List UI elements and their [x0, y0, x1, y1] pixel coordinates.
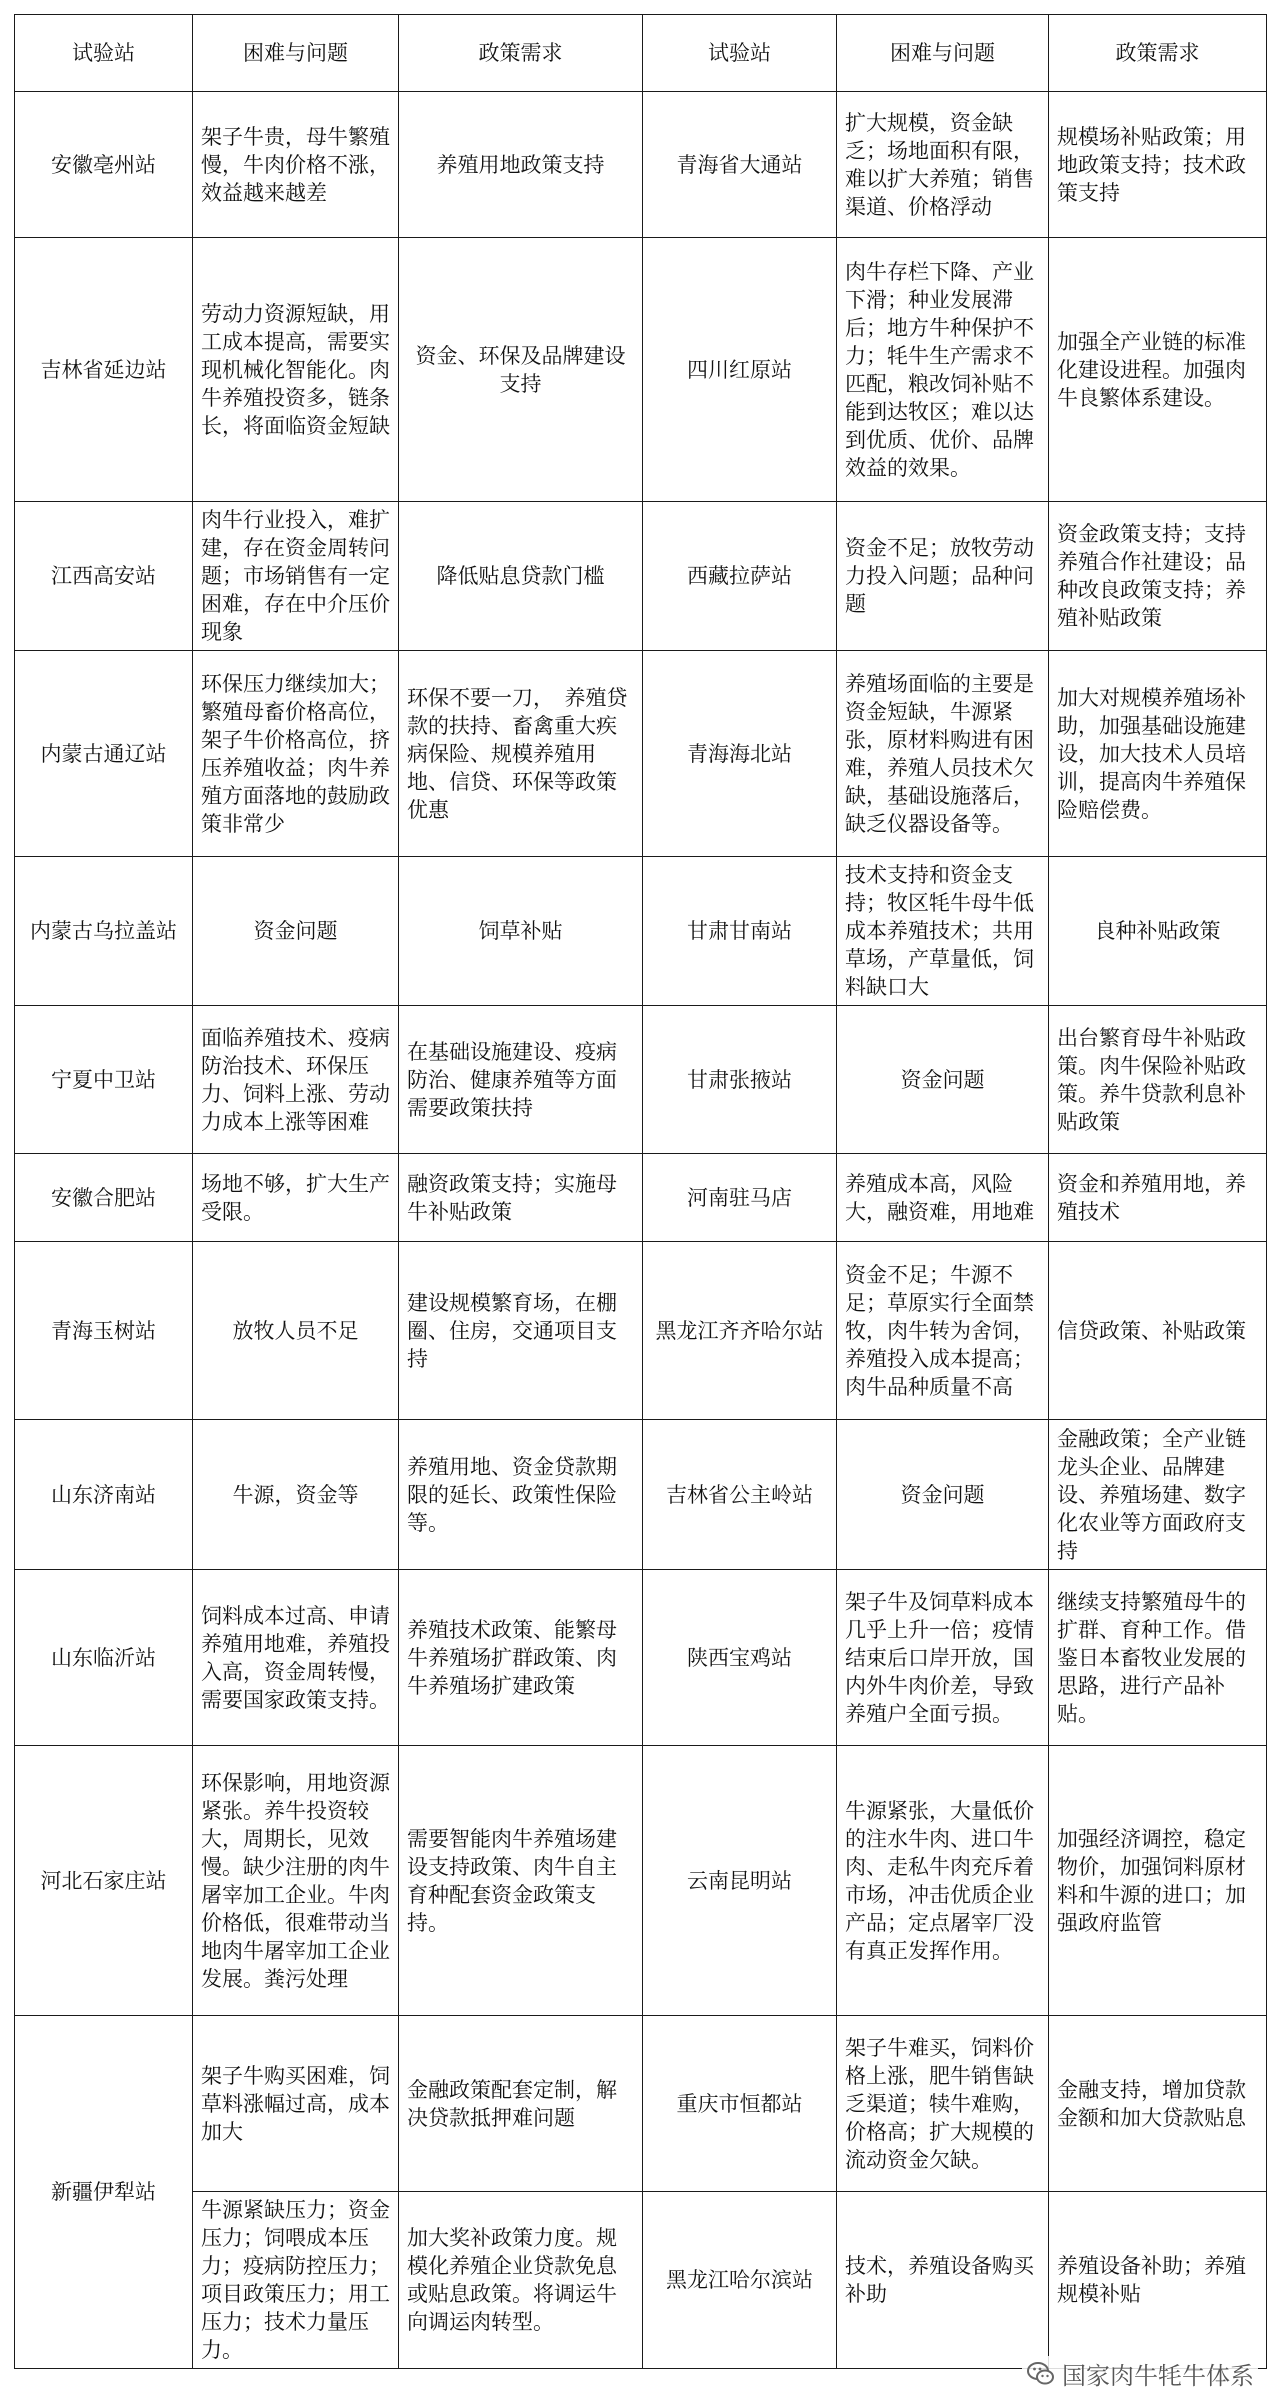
table-row	[15, 1154, 1267, 1242]
policy-cell: 饲草补贴	[399, 857, 643, 1006]
station-cell: 安徽合肥站	[15, 1154, 193, 1242]
table-row	[15, 651, 1267, 857]
station-cell: 黑龙江哈尔滨站	[643, 2192, 837, 2369]
table-row	[15, 1242, 1267, 1420]
problem-cell: 牛源紧缺压力；资金压力；饲喂成本压力；疫病防控压力；项目政策压力；用工压力；技术力量压力。	[193, 2192, 399, 2369]
station-cell: 内蒙古乌拉盖站	[15, 857, 193, 1006]
wechat-icon	[1026, 2359, 1056, 2389]
problem-cell: 养殖成本高，风险大，融资难，用地难	[837, 1154, 1049, 1242]
station-cell: 陕西宝鸡站	[643, 1570, 837, 1746]
problem-cell: 扩大规模，资金缺乏；场地面积有限，难以扩大养殖；销售渠道、价格浮动	[837, 92, 1049, 238]
policy-cell: 资金、环保及品牌建设支持	[399, 238, 643, 502]
table-row	[15, 1006, 1267, 1154]
station-cell: 河北石家庄站	[15, 1746, 193, 2016]
problem-cell: 肉牛存栏下降、产业下滑；种业发展滞后；地方牛种保护不力；牦牛生产需求不匹配，粮改饲补贴不能到达牧区；难以达到优质、优价、品牌效益的效果。	[837, 238, 1049, 502]
policy-cell: 信贷政策、补贴政策	[1049, 1242, 1267, 1420]
policy-cell: 养殖设备补助；养殖规模补贴	[1049, 2192, 1267, 2369]
problem-cell: 养殖场面临的主要是资金短缺，牛源紧张，原材料购进有困难，养殖人员技术欠缺，基础设施落后，缺乏仪器设备等。	[837, 651, 1049, 857]
problem-cell: 技术支持和资金支持；牧区牦牛母牛低成本养殖技术；共用草场，产草量低，饲料缺口大	[837, 857, 1049, 1006]
problem-cell: 架子牛贵，母牛繁殖慢，牛肉价格不涨，效益越来越差	[193, 92, 399, 238]
policy-cell: 加大奖补政策力度。规模化养殖企业贷款免息或贴息政策。将调运牛向调运肉转型。	[399, 2192, 643, 2369]
header-problem: 困难与问题	[837, 15, 1049, 92]
problem-cell: 架子牛难买，饲料价格上涨，肥牛销售缺乏渠道；犊牛难购，价格高；扩大规模的流动资金欠缺。	[837, 2016, 1049, 2192]
station-cell: 安徽亳州站	[15, 92, 193, 238]
policy-cell: 在基础设施建设、疫病防治、健康养殖等方面需要政策扶持	[399, 1006, 643, 1154]
problem-cell: 肉牛行业投入，难扩建，存在资金周转问题；市场销售有一定困难，存在中介压价现象	[193, 502, 399, 651]
problem-cell: 资金问题	[193, 857, 399, 1006]
policy-cell: 资金和养殖用地，养殖技术	[1049, 1154, 1267, 1242]
station-cell: 云南昆明站	[643, 1746, 837, 2016]
table-row	[15, 2192, 1267, 2369]
table-row	[15, 1746, 1267, 2016]
station-cell: 山东济南站	[15, 1420, 193, 1570]
header-station: 试验站	[643, 15, 837, 92]
table-row	[15, 2016, 1267, 2192]
station-cell: 吉林省延边站	[15, 238, 193, 502]
policy-cell: 加强经济调控，稳定物价，加强饲料原材料和牛源的进口；加强政府监管	[1049, 1746, 1267, 2016]
policy-table	[14, 14, 1267, 2369]
station-cell: 黑龙江齐齐哈尔站	[643, 1242, 837, 1420]
table-row	[15, 92, 1267, 238]
station-cell: 重庆市恒都站	[643, 2016, 837, 2192]
station-cell: 吉林省公主岭站	[643, 1420, 837, 1570]
policy-cell: 降低贴息贷款门槛	[399, 502, 643, 651]
watermark-text: 国家肉牛牦牛体系	[1062, 2362, 1254, 2390]
header-row	[15, 15, 1267, 92]
problem-cell: 环保压力继续加大；繁殖母畜价格高位，架子牛价格高位，挤压养殖收益；肉牛养殖方面落地的鼓励政策非常少	[193, 651, 399, 857]
station-cell: 江西高安站	[15, 502, 193, 651]
policy-cell: 建设规模繁育场，在棚圈、住房，交通项目支持	[399, 1242, 643, 1420]
problem-cell: 牛源，资金等	[193, 1420, 399, 1570]
policy-cell: 出台繁育母牛补贴政策。肉牛保险补贴政策。养牛贷款利息补贴政策	[1049, 1006, 1267, 1154]
station-cell: 河南驻马店	[643, 1154, 837, 1242]
policy-cell: 金融支持，增加贷款金额和加大贷款贴息	[1049, 2016, 1267, 2192]
station-cell: 甘肃甘南站	[643, 857, 837, 1006]
problem-cell: 劳动力资源短缺，用工成本提高，需要实现机械化智能化。肉牛养殖投资多，链条长，将面临资金短缺	[193, 238, 399, 502]
header-policy: 政策需求	[1049, 15, 1267, 92]
policy-cell: 资金政策支持；支持养殖合作社建设；品种改良政策支持；养殖补贴政策	[1049, 502, 1267, 651]
policy-cell: 融资政策支持；实施母牛补贴政策	[399, 1154, 643, 1242]
problem-cell: 饲料成本过高、申请养殖用地难，养殖投入高，资金周转慢，需要国家政策支持。	[193, 1570, 399, 1746]
problem-cell: 技术，养殖设备购买补助	[837, 2192, 1049, 2369]
policy-cell: 加强全产业链的标准化建设进程。加强肉牛良繁体系建设。	[1049, 238, 1267, 502]
header-problem: 困难与问题	[193, 15, 399, 92]
policy-cell: 继续支持繁殖母牛的扩群、育种工作。借鉴日本畜牧业发展的思路，进行产品补贴。	[1049, 1570, 1267, 1746]
policy-cell: 养殖技术政策、能繁母牛养殖场扩群政策、肉牛养殖场扩建政策	[399, 1570, 643, 1746]
policy-cell: 养殖用地、资金贷款期限的延长、政策性保险等。	[399, 1420, 643, 1570]
policy-cell: 规模场补贴政策；用地政策支持；技术政策支持	[1049, 92, 1267, 238]
station-cell: 青海玉树站	[15, 1242, 193, 1420]
table-row	[15, 238, 1267, 502]
table-row	[15, 1420, 1267, 1570]
problem-cell: 架子牛及饲草料成本几乎上升一倍；疫情结束后口岸开放，国内外牛肉价差，导致养殖户全面亏损。	[837, 1570, 1049, 1746]
policy-cell: 金融政策；全产业链龙头企业、品牌建设、养殖场建、数字化农业等方面政府支持	[1049, 1420, 1267, 1570]
policy-cell: 环保不要一刀， 养殖贷款的扶持、畜禽重大疾病保险、规模养殖用地、信贷、环保等政策优惠	[399, 651, 643, 857]
station-cell: 内蒙古通辽站	[15, 651, 193, 857]
problem-cell: 环保影响，用地资源紧张。养牛投资较大，周期长，见效慢。缺少注册的肉牛屠宰加工企业。牛肉价格低，很难带动当地肉牛屠宰加工企业发展。粪污处理	[193, 1746, 399, 2016]
policy-cell: 良种补贴政策	[1049, 857, 1267, 1006]
policy-cell: 需要智能肉牛养殖场建设支持政策、肉牛自主育种配套资金政策支持。	[399, 1746, 643, 2016]
policy-cell: 金融政策配套定制，解决贷款抵押难问题	[399, 2016, 643, 2192]
policy-cell: 加大对规模养殖场补助，加强基础设施建设，加大技术人员培训，提高肉牛养殖保险赔偿费。	[1049, 651, 1267, 857]
table-row	[15, 502, 1267, 651]
watermark	[1022, 2356, 1258, 2391]
station-cell: 新疆伊犁站	[15, 2016, 193, 2369]
station-cell: 青海海北站	[643, 651, 837, 857]
station-cell: 西藏拉萨站	[643, 502, 837, 651]
header-station: 试验站	[15, 15, 193, 92]
station-cell: 甘肃张掖站	[643, 1006, 837, 1154]
station-cell: 山东临沂站	[15, 1570, 193, 1746]
table-row	[15, 1570, 1267, 1746]
table-row	[15, 857, 1267, 1006]
problem-cell: 资金不足；牛源不足；草原实行全面禁牧，肉牛转为舍饲，养殖投入成本提高；肉牛品种质量不高	[837, 1242, 1049, 1420]
problem-cell: 场地不够，扩大生产受限。	[193, 1154, 399, 1242]
station-cell: 四川红原站	[643, 238, 837, 502]
problem-cell: 放牧人员不足	[193, 1242, 399, 1420]
problem-cell: 资金问题	[837, 1420, 1049, 1570]
station-cell: 宁夏中卫站	[15, 1006, 193, 1154]
problem-cell: 资金问题	[837, 1006, 1049, 1154]
problem-cell: 面临养殖技术、疫病防治技术、环保压力、饲料上涨、劳动力成本上涨等困难	[193, 1006, 399, 1154]
problem-cell: 牛源紧张，大量低价的注水牛肉、进口牛肉、走私牛肉充斥着市场，冲击优质企业产品；定点屠宰厂没有真正发挥作用。	[837, 1746, 1049, 2016]
station-cell: 青海省大通站	[643, 92, 837, 238]
problem-cell: 架子牛购买困难，饲草料涨幅过高，成本加大	[193, 2016, 399, 2192]
header-policy: 政策需求	[399, 15, 643, 92]
problem-cell: 资金不足；放牧劳动力投入问题；品种问题	[837, 502, 1049, 651]
policy-cell: 养殖用地政策支持	[399, 92, 643, 238]
